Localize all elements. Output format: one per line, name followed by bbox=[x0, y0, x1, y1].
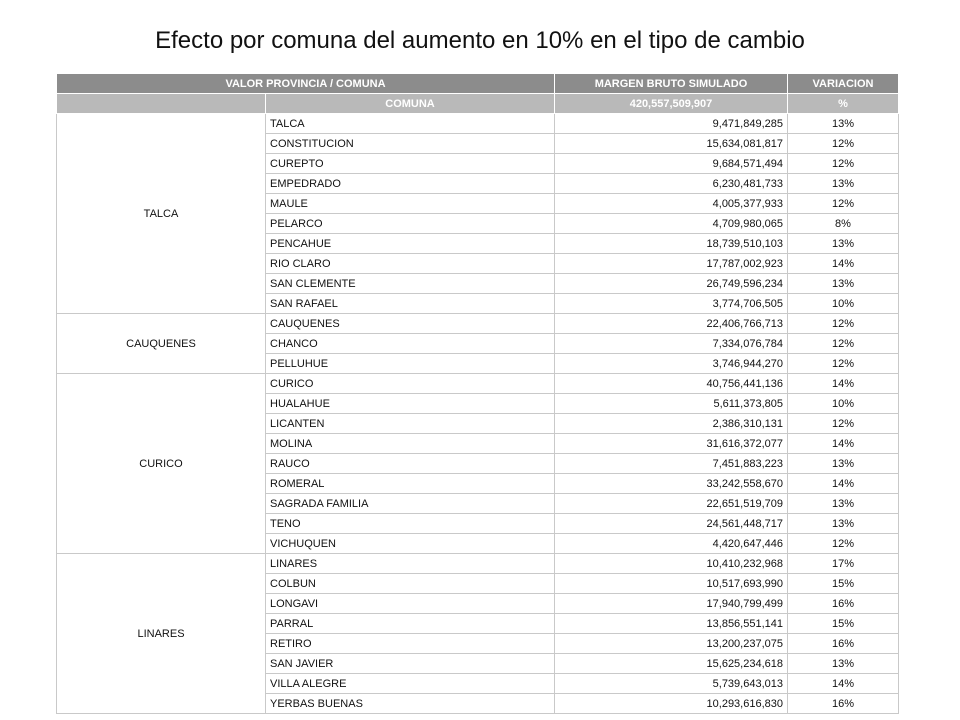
margen-cell: 31,616,372,077 bbox=[555, 434, 788, 454]
comuna-cell: PENCAHUE bbox=[266, 234, 555, 254]
comuna-cell: VICHUQUEN bbox=[266, 534, 555, 554]
margen-cell: 2,386,310,131 bbox=[555, 414, 788, 434]
comuna-cell: LINARES bbox=[266, 554, 555, 574]
variacion-cell: 14% bbox=[788, 674, 899, 694]
header-variacion: VARIACION bbox=[788, 74, 899, 94]
provincia-cell: TALCA bbox=[57, 114, 266, 314]
variacion-cell: 13% bbox=[788, 114, 899, 134]
variacion-cell: 12% bbox=[788, 194, 899, 214]
header-margen: MARGEN BRUTO SIMULADO bbox=[555, 74, 788, 94]
variacion-cell: 12% bbox=[788, 134, 899, 154]
subheader-empty bbox=[57, 94, 266, 114]
margen-cell: 18,739,510,103 bbox=[555, 234, 788, 254]
variacion-cell: 10% bbox=[788, 394, 899, 414]
margen-cell: 7,451,883,223 bbox=[555, 454, 788, 474]
margen-cell: 22,651,519,709 bbox=[555, 494, 788, 514]
margen-cell: 17,940,799,499 bbox=[555, 594, 788, 614]
page-title: Efecto por comuna del aumento en 10% en el tipo de cambio bbox=[155, 27, 805, 54]
comuna-cell: YERBAS BUENAS bbox=[266, 694, 555, 714]
comuna-cell: ROMERAL bbox=[266, 474, 555, 494]
margen-cell: 10,410,232,968 bbox=[555, 554, 788, 574]
comuna-cell: PELARCO bbox=[266, 214, 555, 234]
comuna-cell: LONGAVI bbox=[266, 594, 555, 614]
comuna-cell: RAUCO bbox=[266, 454, 555, 474]
provincia-cell: CAUQUENES bbox=[57, 314, 266, 374]
variacion-cell: 17% bbox=[788, 554, 899, 574]
comuna-cell: CURICO bbox=[266, 374, 555, 394]
variacion-cell: 10% bbox=[788, 294, 899, 314]
variacion-cell: 13% bbox=[788, 234, 899, 254]
variacion-cell: 14% bbox=[788, 474, 899, 494]
margen-cell: 33,242,558,670 bbox=[555, 474, 788, 494]
comuna-cell: RETIRO bbox=[266, 634, 555, 654]
margen-cell: 15,625,234,618 bbox=[555, 654, 788, 674]
comuna-cell: LICANTEN bbox=[266, 414, 555, 434]
variacion-cell: 15% bbox=[788, 614, 899, 634]
comuna-cell: SAGRADA FAMILIA bbox=[266, 494, 555, 514]
variacion-cell: 12% bbox=[788, 314, 899, 334]
margen-cell: 9,471,849,285 bbox=[555, 114, 788, 134]
margen-cell: 26,749,596,234 bbox=[555, 274, 788, 294]
table-row bbox=[57, 114, 899, 134]
comuna-cell: PARRAL bbox=[266, 614, 555, 634]
variacion-cell: 13% bbox=[788, 174, 899, 194]
subheader-comuna: COMUNA bbox=[266, 94, 555, 114]
variacion-cell: 16% bbox=[788, 594, 899, 614]
variacion-cell: 14% bbox=[788, 374, 899, 394]
subheader-row bbox=[57, 94, 899, 114]
margen-cell: 5,611,373,805 bbox=[555, 394, 788, 414]
margen-cell: 3,774,706,505 bbox=[555, 294, 788, 314]
comuna-cell: SAN JAVIER bbox=[266, 654, 555, 674]
variacion-cell: 12% bbox=[788, 334, 899, 354]
margen-cell: 10,517,693,990 bbox=[555, 574, 788, 594]
comuna-cell: RIO CLARO bbox=[266, 254, 555, 274]
variacion-cell: 13% bbox=[788, 454, 899, 474]
comuna-cell: PELLUHUE bbox=[266, 354, 555, 374]
variacion-cell: 13% bbox=[788, 494, 899, 514]
comuna-cell: COLBUN bbox=[266, 574, 555, 594]
comuna-cell: CUREPTO bbox=[266, 154, 555, 174]
margen-cell: 4,420,647,446 bbox=[555, 534, 788, 554]
subheader-pct: % bbox=[788, 94, 899, 114]
comuna-cell: MOLINA bbox=[266, 434, 555, 454]
variacion-cell: 13% bbox=[788, 274, 899, 294]
variacion-cell: 14% bbox=[788, 254, 899, 274]
variacion-cell: 16% bbox=[788, 634, 899, 654]
comuna-cell: EMPEDRADO bbox=[266, 174, 555, 194]
variacion-cell: 12% bbox=[788, 354, 899, 374]
table-row bbox=[57, 374, 899, 394]
margen-cell: 17,787,002,923 bbox=[555, 254, 788, 274]
variacion-cell: 14% bbox=[788, 434, 899, 454]
margen-cell: 3,746,944,270 bbox=[555, 354, 788, 374]
variacion-cell: 12% bbox=[788, 534, 899, 554]
margen-cell: 24,561,448,717 bbox=[555, 514, 788, 534]
margen-cell: 40,756,441,136 bbox=[555, 374, 788, 394]
margen-cell: 7,334,076,784 bbox=[555, 334, 788, 354]
comuna-cell: HUALAHUE bbox=[266, 394, 555, 414]
margen-cell: 13,200,237,075 bbox=[555, 634, 788, 654]
comuna-cell: SAN CLEMENTE bbox=[266, 274, 555, 294]
table-row bbox=[57, 554, 899, 574]
variacion-cell: 8% bbox=[788, 214, 899, 234]
margen-cell: 4,709,980,065 bbox=[555, 214, 788, 234]
comuna-cell: TENO bbox=[266, 514, 555, 534]
data-table bbox=[56, 73, 899, 714]
margen-cell: 22,406,766,713 bbox=[555, 314, 788, 334]
table-body bbox=[57, 114, 899, 714]
comuna-cell: SAN RAFAEL bbox=[266, 294, 555, 314]
comuna-cell: VILLA ALEGRE bbox=[266, 674, 555, 694]
variacion-cell: 12% bbox=[788, 154, 899, 174]
margen-cell: 6,230,481,733 bbox=[555, 174, 788, 194]
comuna-cell: CONSTITUCION bbox=[266, 134, 555, 154]
margen-cell: 9,684,571,494 bbox=[555, 154, 788, 174]
margen-cell: 15,634,081,817 bbox=[555, 134, 788, 154]
margen-cell: 13,856,551,141 bbox=[555, 614, 788, 634]
variacion-cell: 16% bbox=[788, 694, 899, 714]
comuna-cell: TALCA bbox=[266, 114, 555, 134]
provincia-cell: LINARES bbox=[57, 554, 266, 714]
header-provincia-comuna: VALOR PROVINCIA / COMUNA bbox=[57, 74, 555, 94]
comuna-cell: CAUQUENES bbox=[266, 314, 555, 334]
margen-cell: 10,293,616,830 bbox=[555, 694, 788, 714]
comuna-cell: CHANCO bbox=[266, 334, 555, 354]
variacion-cell: 13% bbox=[788, 514, 899, 534]
header-row bbox=[57, 74, 899, 94]
provincia-cell: CURICO bbox=[57, 374, 266, 554]
variacion-cell: 15% bbox=[788, 574, 899, 594]
comuna-cell: MAULE bbox=[266, 194, 555, 214]
subheader-total: 420,557,509,907 bbox=[555, 94, 788, 114]
table-row bbox=[57, 314, 899, 334]
margen-cell: 5,739,643,013 bbox=[555, 674, 788, 694]
variacion-cell: 13% bbox=[788, 654, 899, 674]
margen-cell: 4,005,377,933 bbox=[555, 194, 788, 214]
variacion-cell: 12% bbox=[788, 414, 899, 434]
